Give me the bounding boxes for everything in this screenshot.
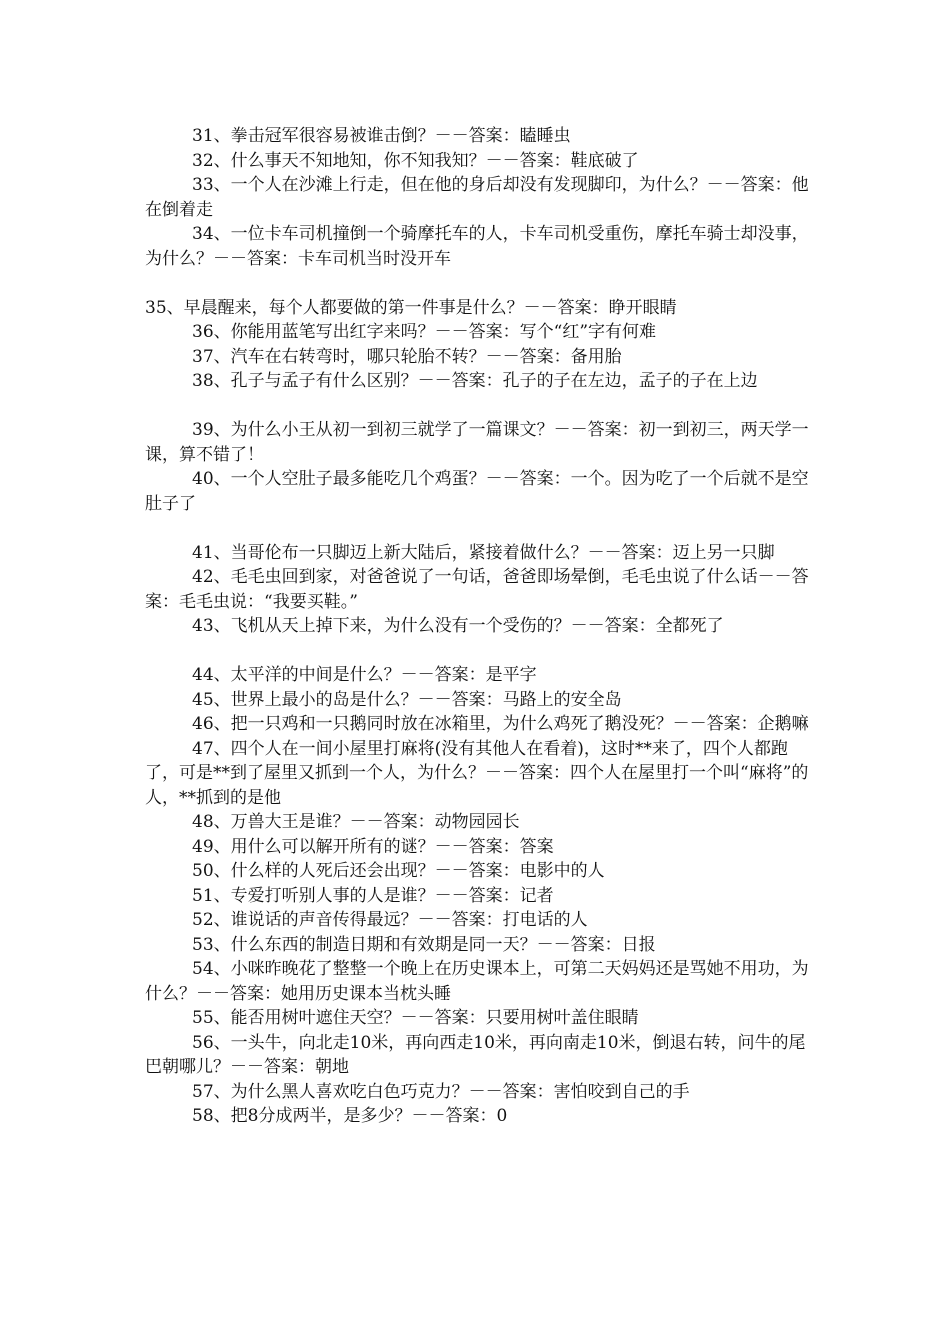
riddle-block-1 — [145, 124, 810, 1129]
riddle-56: 56、一头牛，向北走10米，再向西走10米，再向南走10米，倒退右转，问牛的尾巴朝哪儿？－－答案：朝地 — [145, 1032, 806, 1077]
riddle-44: 44、太平洋的中间是什么？－－答案：是平字 — [192, 665, 537, 685]
paragraph-gap — [145, 639, 810, 664]
riddle-38: 38、孔子与孟子有什么区别？－－答案：孔子的子在左边，孟子的子在上边 — [192, 371, 758, 391]
paragraph-gap — [145, 271, 810, 296]
riddle-54: 54、小咪昨晚花了整整一个晚上在历史课本上，可第二天妈妈还是骂她不用功，为什么？－－答案：她用历史课本当枕头睡 — [145, 959, 809, 1004]
riddle-39: 39、为什么小王从初一到初三就学了一篇课文？－－答案：初一到初三，两天学一课，算不错了！ — [145, 420, 809, 465]
riddle-40: 40、一个人空肚子最多能吃几个鸡蛋？－－答案：一个。因为吃了一个后就不是空肚子了 — [145, 469, 809, 514]
riddle-32: 32、什么事天不知地知，你不知我知？－－答案：鞋底破了 — [192, 150, 639, 171]
riddle-37: 37、汽车在右转弯时，哪只轮胎不转？－－答案：备用胎 — [192, 346, 622, 367]
riddle-50: 50、什么样的人死后还会出现？－－答案：电影中的人 — [192, 861, 605, 881]
riddle-51: 51、专爱打听别人事的人是谁？－－答案：记者 — [192, 885, 554, 906]
riddle-34: 34、一位卡车司机撞倒一个骑摩托车的人，卡车司机受重伤，摩托车骑士却没事，为什么？－－答案：卡车司机当时没开车 — [145, 224, 809, 269]
riddle-55: 55、能否用树叶遮住天空？－－答案：只要用树叶盖住眼睛 — [192, 1008, 639, 1028]
riddle-41: 41、当哥伦布一只脚迈上新大陆后，紧接着做什么？－－答案：迈上另一只脚 — [192, 542, 775, 563]
riddle-52: 52、谁说话的声音传得最远？－－答案：打电话的人 — [192, 910, 588, 930]
riddle-48: 48、万兽大王是谁？－－答案：动物园园长 — [192, 812, 520, 832]
riddle-58: 58、把8分成两半，是多少？－－答案：0 — [192, 1106, 508, 1126]
paragraph-gap — [145, 394, 810, 419]
riddle-53: 53、什么东西的制造日期和有效期是同一天？－－答案：日报 — [192, 934, 656, 955]
riddle-47: 47、四个人在一间小屋里打麻将(没有其他人在看着)，这时**来了，四个人都跑了，可是**到了屋里又抓到一个人，为什么？－－答案：四个人在屋里打一个叫“麻将”的人，**抓到的是他 — [145, 738, 809, 808]
riddle-35: 35、早晨醒来，每个人都要做的第一件事是什么？－－答案：睁开眼睛 — [145, 297, 677, 318]
riddle-49: 49、用什么可以解开所有的谜？－－答案：答案 — [192, 836, 554, 857]
riddle-45: 45、世界上最小的岛是什么？－－答案：马路上的安全岛 — [192, 689, 622, 710]
paragraph-gap — [145, 516, 810, 541]
riddle-42: 42、毛毛虫回到家，对爸爸说了一句话，爸爸即场晕倒，毛毛虫说了什么话－－答案：毛毛虫说：“我要买鞋。” — [145, 567, 809, 612]
riddle-57: 57、为什么黑人喜欢吃白色巧克力？－－答案：害怕咬到自己的手 — [192, 1081, 690, 1102]
riddle-36: 36、你能用蓝笔写出红字来吗？－－答案：写个“红”字有何难 — [192, 322, 657, 342]
riddle-33: 33、一个人在沙滩上行走，但在他的身后却没有发现脚印，为什么？－－答案：他在倒着走 — [145, 175, 809, 220]
riddle-46: 46、把一只鸡和一只鹅同时放在冰箱里，为什么鸡死了鹅没死？－－答案：企鹅嘛 — [192, 714, 809, 734]
riddle-43: 43、飞机从天上掉下来，为什么没有一个受伤的？－－答案：全都死了 — [192, 616, 724, 636]
riddle-31: 31、拳击冠军很容易被谁击倒？－－答案：瞌睡虫 — [192, 126, 571, 146]
